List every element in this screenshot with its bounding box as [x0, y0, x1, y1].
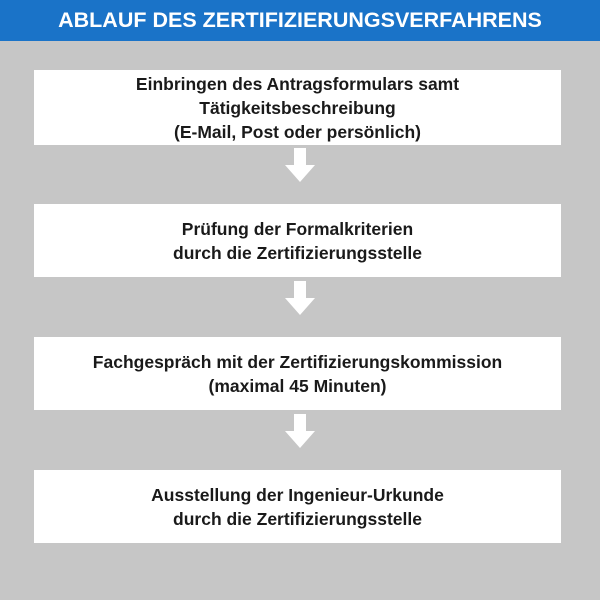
arrow-down-icon [285, 281, 315, 315]
step-text-4 [151, 483, 444, 531]
step-4-line-1: Ausstellung der Ingenieur-Urkunde [151, 484, 444, 505]
step-4-line-2: durch die Zertifizierungsstelle [173, 508, 422, 529]
step-box-1 [34, 70, 561, 145]
step-text-3 [93, 350, 502, 398]
step-3-line-1: Fachgespräch mit der Zertifizierungskommission [92, 351, 503, 372]
step-1-line-3: (E-Mail, Post oder persönlich) [174, 121, 421, 142]
step-1-line-2: Tätigkeitsbeschreibung [199, 97, 396, 118]
page-header [0, 0, 600, 41]
step-box-2 [34, 204, 561, 277]
step-box-4 [34, 470, 561, 543]
step-2-line-1: Prüfung der Formalkriterien [181, 218, 414, 239]
step-text-2 [173, 217, 422, 265]
step-text-1 [136, 72, 459, 144]
arrow-down-icon [285, 414, 315, 448]
step-3-line-2: (maximal 45 Minuten) [208, 375, 387, 396]
page-title: ABLAUF DES ZERTIFIZIERUNGSVERFAHRENS [58, 8, 542, 32]
step-1-line-1: Einbringen des Antragsformulars samt [135, 73, 460, 94]
step-box-3 [34, 337, 561, 410]
step-2-line-2: durch die Zertifizierungsstelle [173, 242, 422, 263]
arrow-down-icon [285, 148, 315, 182]
